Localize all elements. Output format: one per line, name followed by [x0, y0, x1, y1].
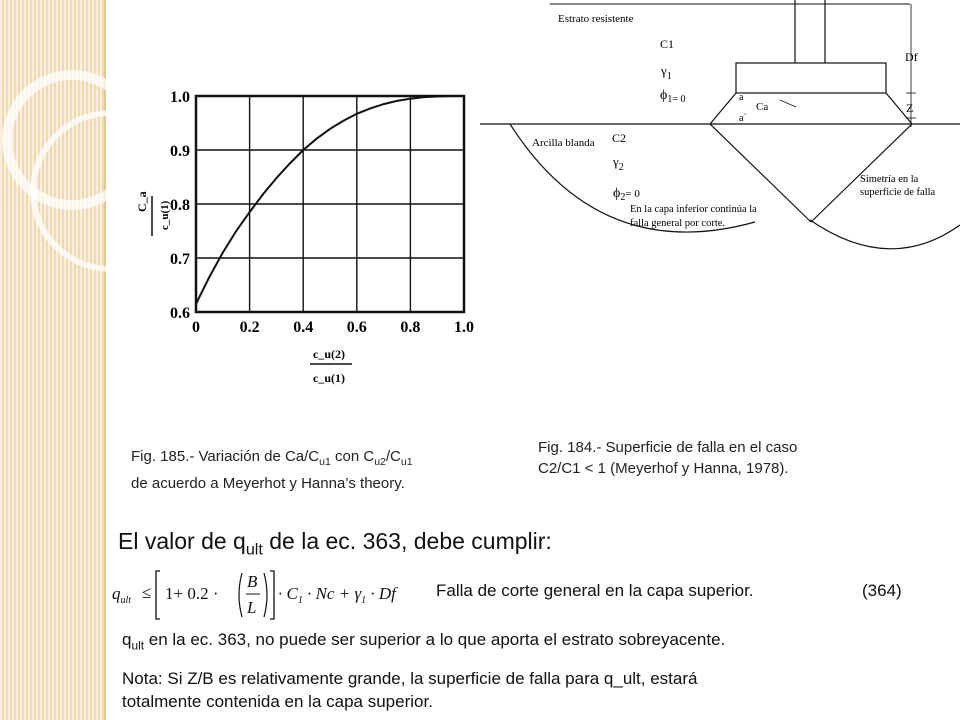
nota-paragraph: Nota: Si Z/B es relativamente grande, la superficie de falla para q_ult, estará totalmente contenida en la capa superior. — [122, 669, 698, 711]
ca-ratio-chart — [120, 70, 500, 400]
fig184-caption: Fig. 184.- Superficie de falla en el caso C2/C1 < 1 (Meyerhof y Hanna, 1978). — [538, 439, 798, 477]
df-label: Df — [905, 50, 918, 64]
phi1-symbol: $\phi_{1= 0}$ — [660, 88, 686, 105]
svg-text:1+ 0.2 ·: 1+ 0.2 · — [165, 584, 219, 603]
svg-text:qult: $q_{ult}$ — [112, 584, 132, 606]
a-label: a — [739, 92, 744, 103]
c1-label: C1 — [660, 37, 675, 51]
gamma2-symbol: $\gamma_2$ — [613, 154, 624, 173]
failure-surface-diagram — [470, 0, 960, 270]
y-tick-label: 0.9 — [170, 143, 190, 160]
svg-text:B: B — [247, 572, 258, 591]
svg-text:L: L — [247, 598, 257, 617]
gamma1-symbol: $\gamma_1$ — [661, 63, 672, 82]
phi2-symbol: $\phi_2^{= 0}$ — [613, 186, 640, 203]
svg-text:· C1 · Nc + γ1 · Df: · $C_1 \cdot Nc + \gamma_1 \cdot Df$ — [278, 584, 396, 606]
section-heading: El valor de $q_{ult}$ de la ec. 363, debe cumplir: — [118, 528, 552, 559]
y-tick-label: 0.6 — [170, 305, 190, 322]
symmetry-line-2: superficie de falla — [860, 187, 936, 198]
y-tick-labels — [170, 89, 190, 322]
estrato-label: Estrato resistente — [558, 13, 634, 25]
y-tick-label: 1.0 — [170, 89, 190, 106]
svg-text:≤: ≤ — [142, 583, 152, 602]
equation-description: Falla de corte general en la capa superior. — [436, 581, 754, 600]
x-tick-label: 1.0 — [454, 319, 474, 336]
right-failure-arc — [810, 220, 960, 249]
xlabel-denominator: c_u(1) — [313, 371, 345, 385]
ca-label: Ca — [756, 101, 769, 113]
symmetry-line-1: Simetría en la — [860, 174, 919, 185]
x-tick-labels — [192, 319, 474, 336]
note-line-1: En la capa inferior continúa la — [630, 204, 757, 215]
fig185-caption: Fig. 185.- Variación de $Ca/C_{u1}$ con $C_{u2}/C_{u1}$ de acuerdo a Meyerhot y Hanna’s theory. — [131, 448, 413, 492]
note-line-2: falla general por corte. — [630, 218, 726, 229]
qult-paragraph: $q_{ult}$ en la ec. 363, no puede ser superior a lo que aporta el estrato sobreyacente. — [122, 630, 726, 653]
equation-number: (364) — [862, 581, 902, 600]
y-tick-label: 0.8 — [170, 197, 190, 214]
z-label: Z — [906, 101, 914, 115]
footing — [736, 63, 886, 93]
c2-label: C2 — [612, 131, 627, 145]
x-tick-label: 0.8 — [400, 319, 421, 336]
a-prime-label: a´ — [739, 113, 747, 124]
ca-ratio-curve — [196, 96, 464, 304]
y-tick-label: 0.7 — [170, 251, 190, 268]
ylabel-numerator: C_a — [135, 191, 149, 212]
equation-364 — [110, 565, 430, 625]
ylabel-denominator: c_u(1) — [159, 200, 171, 230]
x-tick-label: 0.6 — [346, 319, 367, 336]
arcilla-label: Arcilla blanda — [532, 137, 595, 149]
xlabel-numerator: c_u(2) — [313, 347, 345, 361]
x-tick-label: 0 — [192, 319, 200, 336]
x-tick-label: 0.4 — [293, 319, 314, 336]
x-tick-label: 0.2 — [239, 319, 260, 336]
